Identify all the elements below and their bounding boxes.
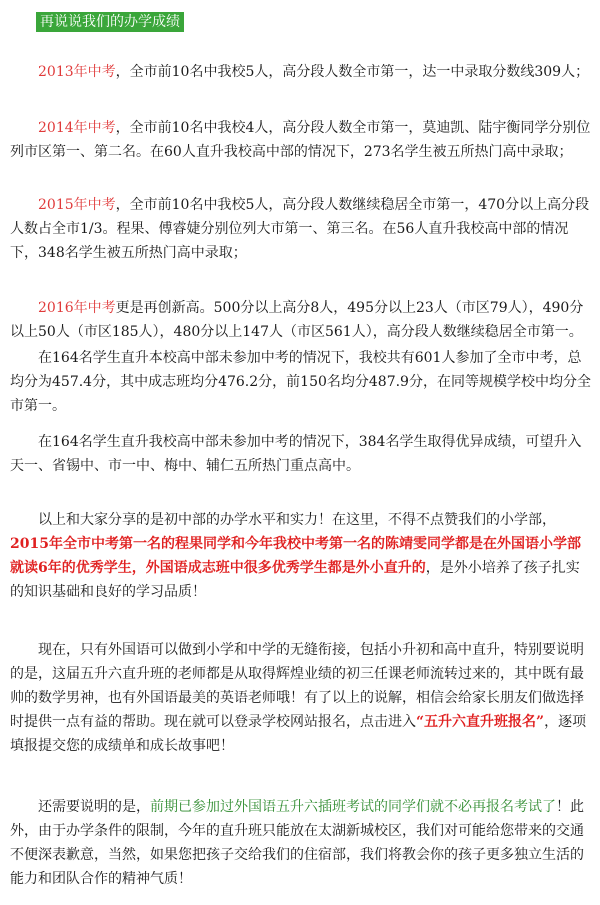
- summary-tail: ，是外小培养了孩子扎实的知识基础和良好的学习品质！: [10, 560, 580, 600]
- summary-highlight: 2015年全市中考第一名的程果同学和今年我校中考第一名的陈靖雯同学都是在外国语小学部就读6年的优秀学生，外国语成志班中很多优秀学生都是外小直升的: [10, 536, 581, 576]
- note-green: 前期已参加过外国语五升六插班考试的同学们就不必再报名考试了: [150, 799, 556, 815]
- paragraph-text-2014: ，全市前10名中我校4人，高分段人数全市第一，莫迪凯、陆宇衡同学分别位列市区第一、第二名。在60人直升我校高中部的情况下，273名学生被五所热门高中录取；: [10, 120, 591, 160]
- paragraph-2014: [10, 116, 592, 164]
- paragraph-note: [10, 795, 592, 891]
- paragraph-text-2015: ，全市前10名中我校5人，高分段人数继续稳居全市第一，470分以上高分段人数占全市1/3。程果、傅睿婕分别位列大市第一、第三名。在56人直升我校高中部的情况下，348名学生被五所热门高中录取；: [10, 197, 590, 261]
- summary-lead: 以上和大家分享的是初中部的办学水平和实力！在这里，不得不点赞我们的小学部，: [38, 512, 556, 528]
- paragraph-2015: [10, 193, 592, 265]
- paragraph-summary: [10, 508, 592, 604]
- note-tail: ！此外，由于办学条件的限制，今年的直升班只能放在太湖新城校区，我们对可能给您带来的交通不便深表歉意，当然，如果您把孩子交给我们的住宿部，我们将教会你的孩子更多独立生活的能力和团队合作的精神气质！: [10, 799, 584, 887]
- paragraph-2013: [10, 60, 592, 84]
- year-label-2015: 2015年中考: [38, 197, 116, 213]
- note-lead: 还需要说明的是，: [38, 799, 150, 815]
- year-label-2016: 2016年中考: [38, 300, 116, 316]
- enroll-link[interactable]: “五升六直升班报名”: [416, 714, 545, 730]
- paragraph-2016-average: 在164名学生直升本校高中部未参加中考的情况下，我校共有601人参加了全市中考，总均分为457.4分，其中成志班均分476.2分，前150名均分487.9分，在同等规模学校中均分全市第一。: [10, 350, 591, 414]
- paragraph-text-2013: ，全市前10名中我校5人，高分段人数全市第一，达一中录取分数线309人；: [115, 64, 590, 80]
- paragraph-2016-admission: 在164名学生直升我校高中部未参加中考的情况下，384名学生取得优异成绩，可望升入天一、省锡中、市一中、梅中、辅仁五所热门重点高中。: [10, 434, 582, 474]
- enroll-tail: ，逐项填报提交您的成绩单和成长故事吧！: [10, 714, 587, 754]
- paragraph-2016: [10, 296, 592, 344]
- section-title: 再说说我们的办学成绩: [36, 12, 184, 32]
- year-label-2013: 2013年中考: [38, 64, 116, 80]
- year-label-2014: 2014年中考: [38, 120, 116, 136]
- paragraph-text-2016: 更是再创新高。500分以上高分8人，495分以上23人（市区79人），490分以上50人（市区185人），480分以上147人（市区561人），高分段人数继续稳居全市第一。: [10, 300, 584, 340]
- paragraph-enroll: [10, 638, 592, 758]
- enroll-text: 现在，只有外国语可以做到小学和中学的无缝衔接，包括小升初和高中直升，特别要说明的是，这届五升六直升班的老师都是从取得辉煌业绩的初三任课老师流转过来的，其中既有最帅的数学男神，也有外国语最美的英语老师哦！有了以上的说解，相信会给家长朋友们做选择时提供一点有益的帮助。现在就可以登录学校网站报名，点击进入: [10, 642, 584, 730]
